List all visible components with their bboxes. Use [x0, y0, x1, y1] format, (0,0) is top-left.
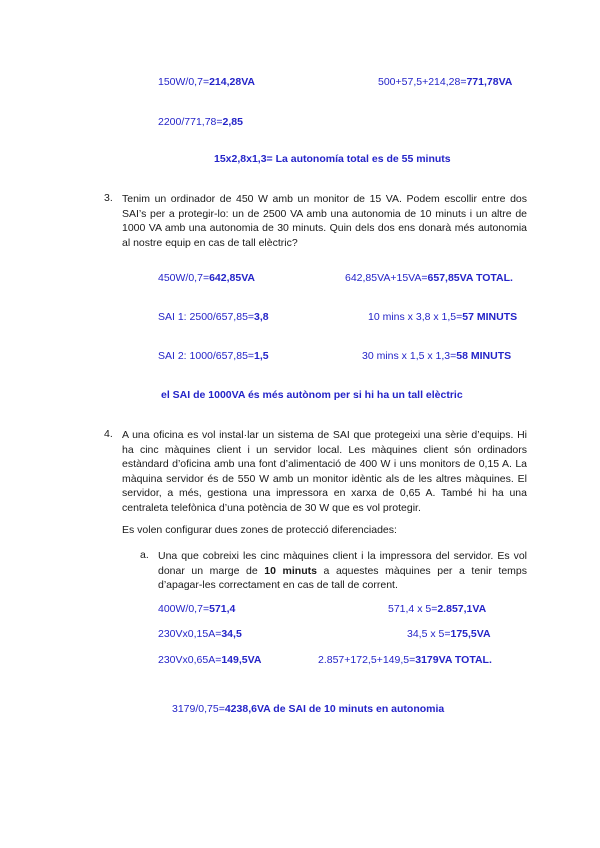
- conclusion-line: el SAI de 1000VA és més autònom per si hi ha un tall elèctric: [161, 389, 463, 401]
- calc-line: 230Vx0,65A=149,5VA: [158, 654, 262, 666]
- calc-line: 450W/0,7=642,85VA: [158, 272, 256, 284]
- question-text: A una oficina es vol instal·lar un sistema de SAI que protegeixi una sèrie d’equips. Hi ha cinc màquines client i un servidor local. Les màquines client són ordinadors estàndard d’oficina amb una font d’alimentació de 400 W i uns monitors de 0,15 A. La màquina servidor és de 550 W amb un monitor idèntic als de les altres màquines. El servidor, a més, gestiona una impressora en xarxa de 0,65 A. També hi ha una centraleta telefònica d’una potència de 30 W que es vol protegir.: [122, 429, 527, 514]
- calc-line: 2200/771,78=2,85: [158, 116, 243, 128]
- calc-line: 34,5 x 5=175,5VA: [407, 628, 491, 640]
- question-number: 4.: [104, 428, 113, 440]
- calc-line: 230Vx0,15A=34,5: [158, 628, 242, 640]
- calc-line: 642,85VA+15VA=657,85VA TOTAL.: [345, 272, 513, 284]
- calc-line: SAI 2: 1000/657,85=1,5: [158, 350, 269, 362]
- calc-line: SAI 1: 2500/657,85=3,8: [158, 311, 269, 323]
- question-text: Tenim un ordinador de 450 W amb un monitor de 15 VA. Podem escollir entre dos SAI’s per a protegir-lo: un de 2500 VA amb una autonomia de 10 minuts i un altre de 1000 VA amb una autonomia de 30 minuts. Quin dels dos ens donarà més autonomia al nostre equip en cas de tall elèctric?: [122, 193, 527, 249]
- calc-line: 571,4 x 5=2.857,1VA: [388, 603, 487, 615]
- calc-line: 400W/0,7=571,4: [158, 603, 236, 615]
- calc-line: 10 mins x 3,8 x 1,5=57 MINUTS: [368, 311, 518, 323]
- calc-line: 2.857+172,5+149,5=3179VA TOTAL.: [318, 654, 492, 666]
- final-result-line: 3179/0,75=4238,6VA de SAI de 10 minuts en autonomia: [172, 703, 445, 715]
- zones-intro: Es volen configurar dues zones de protecció diferenciades:: [122, 524, 397, 536]
- result-line: 15x2,8x1,3= La autonomía total es de 55 minuts: [214, 153, 451, 165]
- calc-line: 500+57,5+214,28=771,78VA: [378, 76, 513, 88]
- question-number: 3.: [104, 192, 113, 204]
- calc-line: 150W/0,7=214,28VA: [158, 76, 256, 88]
- calc-line: 30 mins x 1,5 x 1,3=58 MINUTS: [362, 350, 512, 362]
- sub-item-text: Una que cobreixi les cinc màquines client i la impressora del servidor. Es vol donar un marge de 10 minuts a aquestes màquines per a tenir temps d’apagar-les correctament en cas de tall de corrent.: [158, 550, 527, 592]
- sub-item-letter: a.: [140, 549, 149, 561]
